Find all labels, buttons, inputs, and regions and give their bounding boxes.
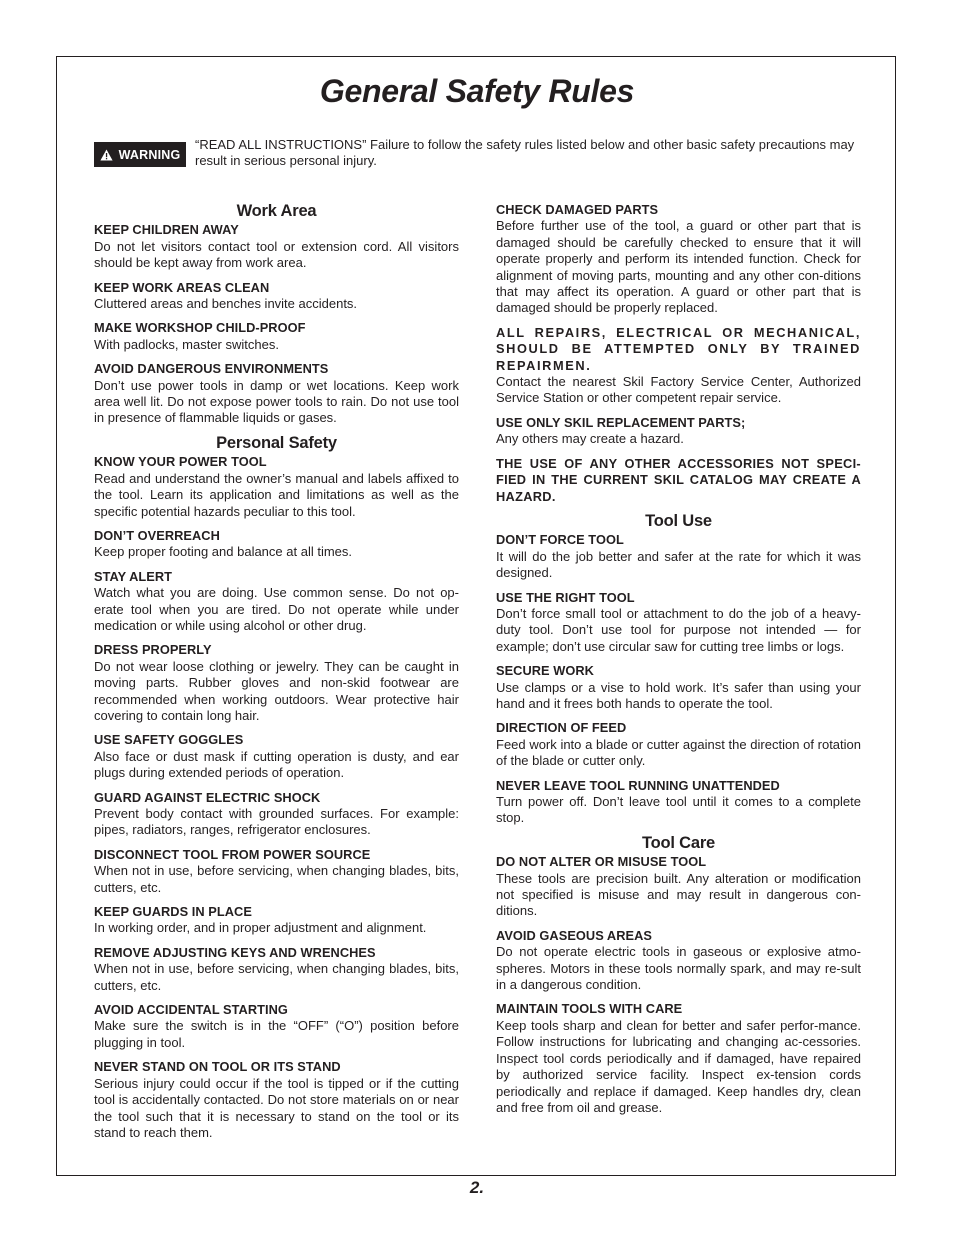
rule-item — [496, 456, 861, 505]
section-heading-tool-use: Tool Use — [645, 511, 712, 530]
rule-heading: DON’T OVERREACH — [94, 527, 220, 543]
rule-item — [94, 454, 459, 520]
rule-heading: USE SAFETY GOGGLES — [94, 732, 244, 748]
rule-heading: KEEP CHILDREN AWAY — [94, 222, 239, 238]
rule-text: Prevent body contact with grounded surfaces. For example: pipes, radiators, ranges, refrigerator enclosures. — [94, 806, 459, 838]
warning-badge — [94, 142, 186, 167]
rule-heading: KEEP GUARDS IN PLACE — [94, 904, 252, 920]
rule-heading: MAKE WORKSHOP CHILD-PROOF — [94, 320, 306, 336]
rule-item — [496, 202, 861, 317]
rule-item — [94, 945, 459, 994]
rule-text: Do not operate electric tools in gaseous or explosive atmo-spheres. Motors in these tools normally spark, and may re-sult in a dangerous condition. — [496, 944, 861, 993]
rule-item — [94, 1059, 459, 1141]
rule-heading: REMOVE ADJUSTING KEYS AND WRENCHES — [94, 944, 376, 960]
rule-item — [94, 1002, 459, 1051]
rule-item — [496, 590, 861, 656]
warning-intro-text: “READ ALL INSTRUCTIONS” Failure to follow the safety rules listed below and other basic safety precautions may result in serious personal injury. — [195, 137, 855, 169]
page-number: 2. — [469, 1178, 485, 1197]
rule-heading: AVOID ACCIDENTAL STARTING — [94, 1002, 288, 1018]
rule-text: Don’t force small tool or attachment to do the job of a heavy-duty tool. Don’t use tool for purpose not intended — for example; don’t use circular saw for cutting tree limbs or logs. — [496, 605, 861, 654]
rule-text: Watch what you are doing. Use common sense. Do not op-erate tool when you are tired. Do not operate while under medication or while using alcohol or other drug. — [94, 585, 459, 633]
rule-heading: AVOID DANGEROUS ENVIRONMENTS — [94, 361, 329, 377]
rule-heading: AVOID GASEOUS AREAS — [496, 927, 652, 943]
rule-heading: SECURE WORK — [496, 663, 594, 679]
rule-heading: KNOW YOUR POWER TOOL — [94, 454, 267, 470]
rule-item — [496, 415, 861, 448]
right-column — [496, 202, 861, 1124]
rule-text: Serious injury could occur if the tool is tipped or if the cutting tool is accidentally contacted. Do not store materials on or near the tool such that it is necessary to stand on the tool or its stand to reach them. — [94, 1075, 459, 1140]
rule-text: These tools are precision built. Any alteration or modification not specified is misuse and may result in dangerous con-ditions. — [496, 870, 861, 919]
rule-text: When not in use, before servicing, when changing blades, bits, cutters, etc. — [94, 863, 459, 895]
warning-triangle-icon — [100, 149, 113, 161]
rule-item — [94, 569, 459, 635]
rule-heading: GUARD AGAINST ELECTRIC SHOCK — [94, 789, 321, 805]
section-heading-tool-care: Tool Care — [641, 833, 716, 852]
rule-item — [94, 904, 459, 937]
rule-heading: KEEP WORK AREAS CLEAN — [94, 279, 270, 295]
rule-item — [94, 642, 459, 724]
rule-heading: DISCONNECT TOOL FROM POWER SOURCE — [94, 846, 371, 862]
page-title: General Safety Rules — [319, 73, 635, 109]
rule-heading: MAINTAIN TOOLS WITH CARE — [496, 1001, 683, 1017]
rule-heading: DON’T FORCE TOOL — [496, 532, 624, 548]
rule-text: Feed work into a blade or cutter against the direction of rotation of the blade or cutter only. — [496, 736, 861, 769]
rule-text: Do not let visitors contact tool or extension cord. All visitors should be kept away from work area. — [94, 238, 459, 271]
rule-item — [496, 854, 861, 920]
rule-item — [94, 732, 459, 781]
rule-item — [496, 532, 861, 581]
rule-item — [496, 928, 861, 994]
rule-item — [94, 361, 459, 427]
rule-heading: CHECK DAMAGED PARTS — [496, 202, 659, 217]
rule-item — [496, 1001, 861, 1116]
rule-item — [94, 847, 459, 896]
rule-item — [496, 325, 861, 407]
rule-text: Cluttered areas and benches invite accidents. — [94, 296, 358, 312]
rule-item — [94, 280, 459, 313]
rule-item — [94, 222, 459, 271]
rule-text: Make sure the switch is in the “OFF” (“O”) position before plugging in tool. — [94, 1018, 459, 1050]
rule-item — [94, 790, 459, 839]
repairs-heading: ALL REPAIRS, ELECTRICAL OR MECHANICAL, SHOULD BE ATTEMPTED ONLY BY TRAINED REPAIRMEN. — [496, 324, 861, 373]
rule-text: Do not wear loose clothing or jewelry. They can be caught in moving parts. Rubber gloves and non-skid footwear are recommended when working outdoors. Wear protective hair covering to contain long hair. — [94, 658, 459, 723]
rule-heading: DIRECTION OF FEED — [496, 720, 627, 736]
rule-item — [496, 663, 861, 712]
rule-text: When not in use, before servicing, when changing blades, bits, cutters, etc. — [94, 961, 459, 993]
rule-text: Before further use of the tool, a guard or other part that is damaged should be carefully checked to ensure that it will operate properly and perform its intended function. Check for alignment of moving parts, mounting and any other con-ditions that may affect its operation. A guard or other part that is damaged should be properly replaced. — [496, 218, 861, 316]
section-heading-personal-safety: Personal Safety — [216, 433, 337, 452]
rule-text: Contact the nearest Skil Factory Service Center, Authorized Service Station or other competent repair service. — [496, 374, 861, 406]
rule-text: Use clamps or a vise to hold work. It’s safer than using your hand and it frees both hands to operate the tool. — [496, 679, 861, 711]
section-heading-work-area: Work Area — [236, 202, 317, 220]
rule-heading: NEVER LEAVE TOOL RUNNING UNATTENDED — [496, 777, 780, 793]
rule-text: Keep tools sharp and clean for better and safer perfor-mance. Follow instructions for lubricating and changing ac-cessories. Inspect tool cords periodically and if damaged, have repaired by authorized service facility. Inspect ex-tension cords periodically and replace if damaged. Keep handles dry, clean and free from oil and grease. — [496, 1017, 861, 1115]
accessories-warning: THE USE OF ANY OTHER ACCESSORIES NOT SPECI-FIED IN THE CURRENT SKIL CATALOG MAY CREATE A HAZARD. — [496, 455, 861, 504]
rule-item — [496, 720, 861, 769]
rule-text: It will do the job better and safer at the rate for which it was designed. — [496, 548, 861, 581]
rule-text: Also face or dust mask if cutting operation is dusty, and ear plugs during extended periods of operation. — [94, 748, 459, 781]
rule-item — [94, 320, 459, 353]
rule-item — [94, 528, 459, 561]
rule-heading: STAY ALERT — [94, 568, 173, 584]
rule-text: Turn power off. Don’t leave tool until it comes to a complete stop. — [496, 794, 861, 826]
rule-text: Don’t use power tools in damp or wet locations. Keep work area well lit. Do not expose power tools to rain. Do not use tool in presence of flammable liquids or gases. — [94, 377, 459, 426]
rule-heading: USE ONLY SKIL REPLACEMENT PARTS; — [496, 414, 746, 430]
rule-text: Keep proper footing and balance at all times. — [94, 544, 353, 560]
rule-text: Any others may create a hazard. — [496, 431, 684, 447]
rule-heading: NEVER STAND ON TOOL OR ITS STAND — [94, 1059, 341, 1075]
warning-label: WARNING — [118, 147, 181, 162]
rule-heading: DO NOT ALTER OR MISUSE TOOL — [496, 854, 707, 870]
rule-text: In working order, and in proper adjustment and alignment. — [94, 920, 427, 936]
rule-text: Read and understand the owner’s manual and labels affixed to the tool. Learn its application and limitations as well as the specific potential hazards peculiar to this tool. — [94, 470, 459, 519]
left-column — [94, 202, 459, 1149]
rule-item — [496, 778, 861, 827]
rule-text: With padlocks, master switches. — [94, 336, 279, 352]
rule-heading: DRESS PROPERLY — [94, 642, 212, 658]
rule-heading: USE THE RIGHT TOOL — [496, 589, 635, 605]
